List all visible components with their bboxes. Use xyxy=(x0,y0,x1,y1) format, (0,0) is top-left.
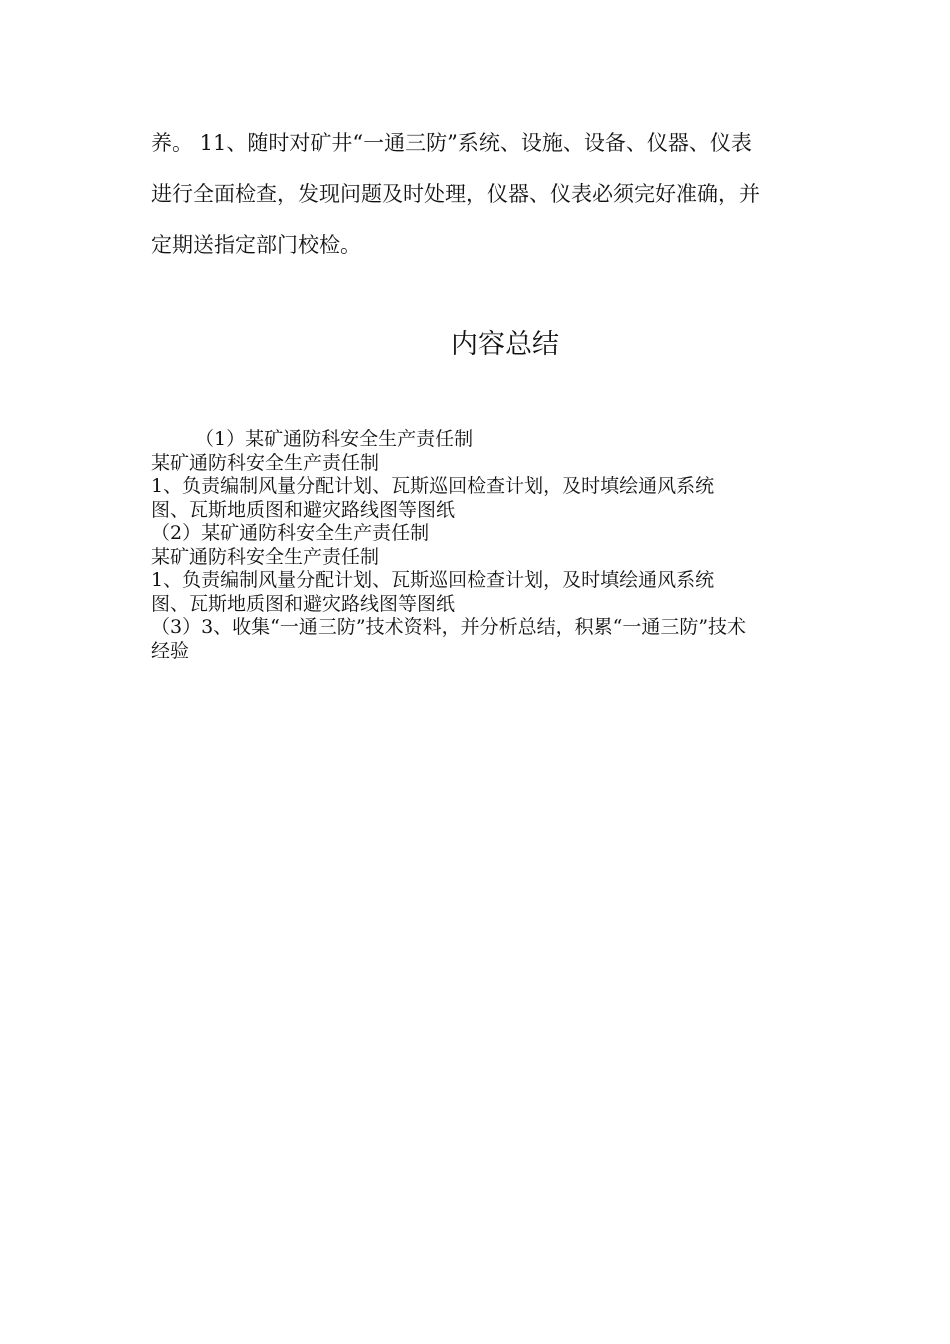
summary-body xyxy=(151,428,811,663)
intro-line: 进行全面检查，发现问题及时处理，仪器、仪表必须完好准确，并 xyxy=(151,182,760,206)
intro-paragraph xyxy=(151,118,811,271)
summary-line: 某矿通防科安全生产责任制 xyxy=(151,545,380,568)
summary-line: （3）3、收集“一通三防”技术资料，并分析总结，积累“一通三防”技术 xyxy=(151,616,747,638)
summary-line: （2）某矿通防科安全生产责任制 xyxy=(151,522,430,544)
summary-line: 1、负责编制风量分配计划、瓦斯巡回检查计划，及时填绘通风系统 xyxy=(151,475,715,497)
summary-line: （1）某矿通防科安全生产责任制 xyxy=(195,428,474,450)
summary-line: 经验 xyxy=(151,639,190,662)
summary-line: 图、瓦斯地质图和避灾路线图等图纸 xyxy=(151,592,456,615)
summary-line: 图、瓦斯地质图和避灾路线图等图纸 xyxy=(151,498,456,521)
intro-line: 养。 11、随时对矿井“一通三防”系统、设施、设备、仪器、仪表 xyxy=(151,131,752,155)
intro-line: 定期送指定部门校检。 xyxy=(151,233,361,257)
summary-title: 内容总结 xyxy=(451,329,559,360)
summary-line: 1、负责编制风量分配计划、瓦斯巡回检查计划，及时填绘通风系统 xyxy=(151,569,715,591)
summary-line: 某矿通防科安全生产责任制 xyxy=(151,451,380,474)
